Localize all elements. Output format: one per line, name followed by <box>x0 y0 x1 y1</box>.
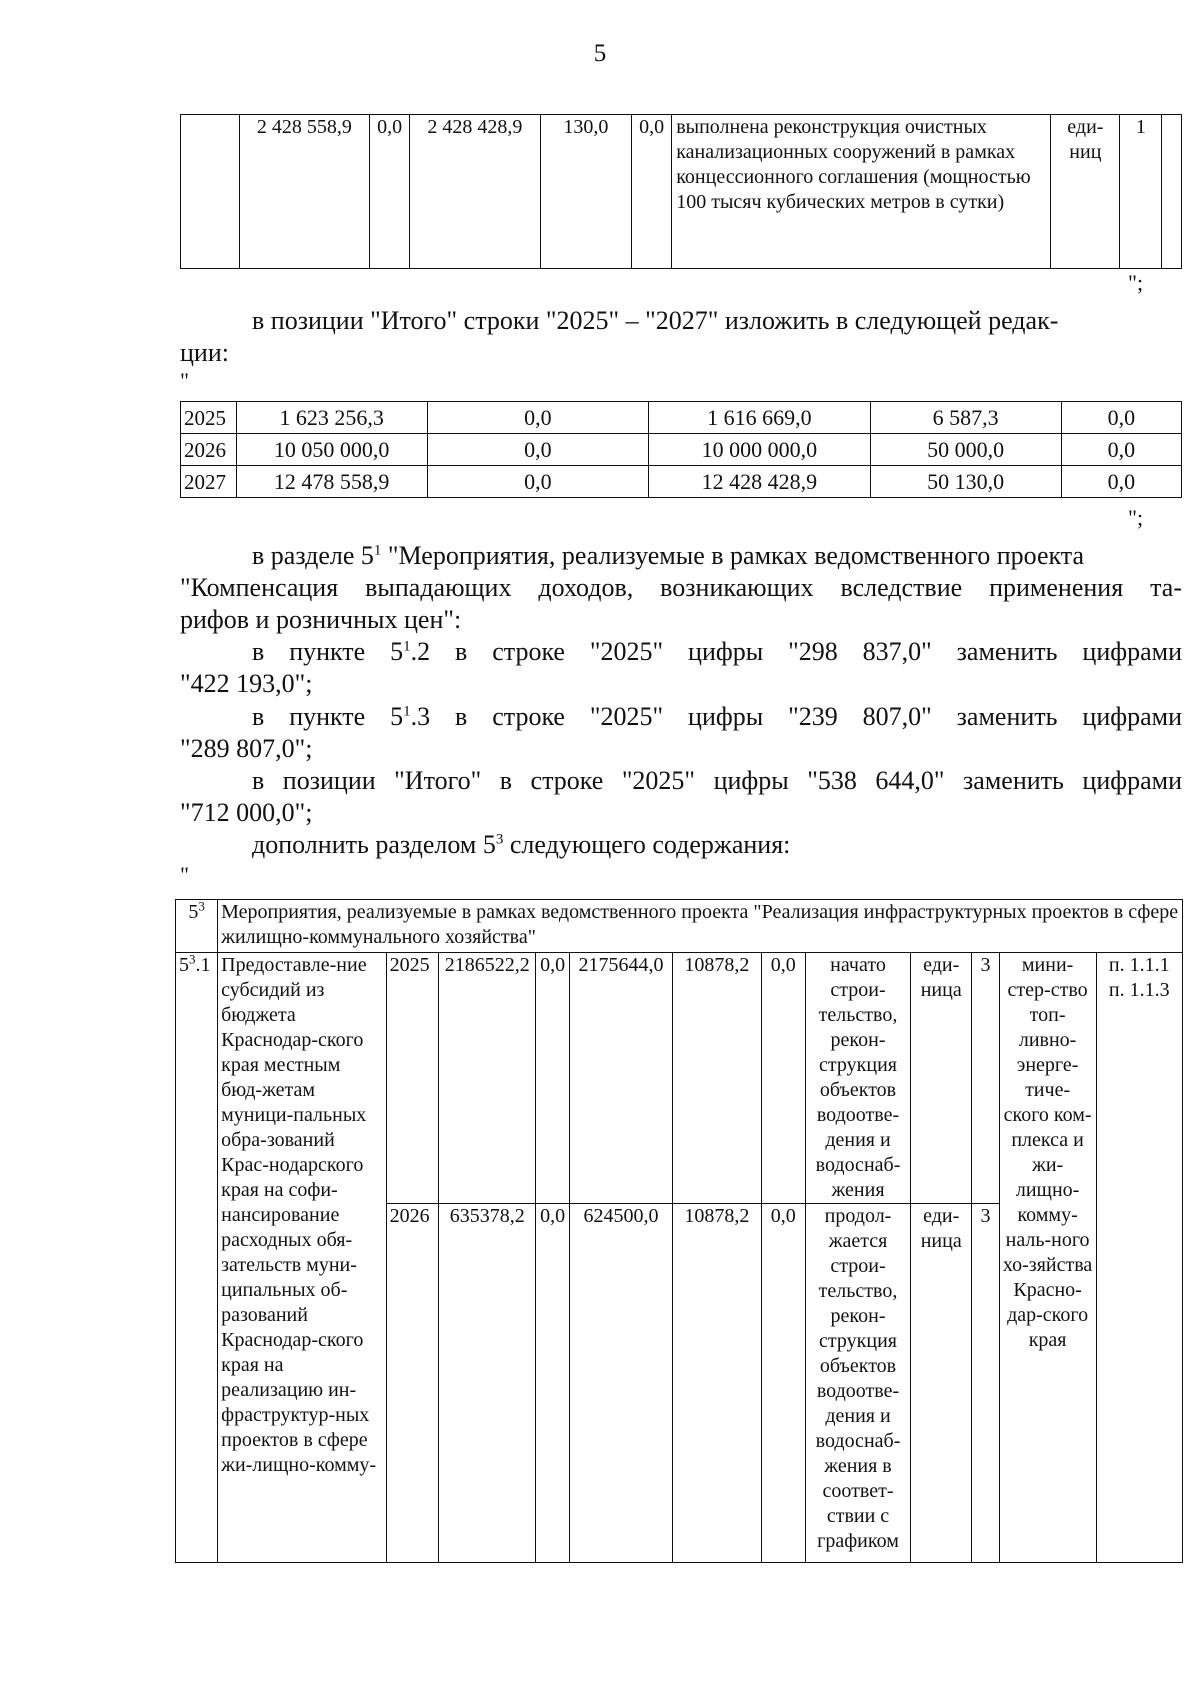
text-fragment: 5 <box>188 901 199 923</box>
text-fragment: следующего содержания: <box>503 830 791 859</box>
executor-cell: мини-стер-ство топ-ливно-энерге-тиче-ского ком-плекса и жи-лищно-комму-наль-ного хо-зяйства Красно-дар-ского края <box>999 953 1096 1563</box>
qty-cell: 3 <box>972 1204 999 1563</box>
paragraph-section-5-1 <box>252 540 1084 572</box>
ref-item: п. 1.1.3 <box>1108 979 1170 1001</box>
table-cell: 130,0 <box>540 115 631 269</box>
table-cell: 10878,2 <box>673 953 761 1204</box>
opening-quote: " <box>180 368 189 393</box>
table-cell: 50 130,0 <box>870 466 1061 498</box>
table-row <box>181 115 1182 269</box>
superscript: 1 <box>373 542 382 559</box>
table-row <box>181 402 1182 434</box>
text-fragment: дополнить разделом 5 <box>252 830 496 859</box>
table-cell: 0,0 <box>1061 402 1181 434</box>
paragraph-itogo-2025-cont: "712 000,0"; <box>180 798 313 827</box>
table-cell: 0,0 <box>536 953 570 1204</box>
table-cell: 0,0 <box>1061 466 1181 498</box>
paragraph-section-5-1-end: рифов и розничных цен": <box>180 605 462 634</box>
year-cell: 2026 <box>181 434 237 466</box>
superscript: 3 <box>198 898 205 914</box>
table-cell: 1 623 256,3 <box>236 402 427 434</box>
table-cell: 2 428 558,9 <box>239 115 370 269</box>
paragraph-section-5-1-cont: "Компенсация выпадающих доходов, возникающих вследствие применения та- <box>180 573 1182 602</box>
year-cell: 2027 <box>181 466 237 498</box>
text-fragment: "Мероприятия, реализуемые в рамках ведомственного проекта <box>381 541 1085 570</box>
unit-cell: еди-ница <box>911 953 972 1204</box>
closing-quote: "; <box>1128 505 1144 530</box>
text-fragment: .2 в строке "2025" цифры "298 837,0" заменить цифрами <box>410 637 1182 666</box>
paragraph-item-5-1-2 <box>252 636 1182 668</box>
table-row <box>181 466 1182 498</box>
ref-item: п. 1.1.1 <box>1108 954 1170 976</box>
year-cell: 2025 <box>181 402 237 434</box>
year-cell: 2025 <box>386 953 439 1204</box>
table-cell: 0,0 <box>427 434 648 466</box>
table-cell: 0,0 <box>427 466 648 498</box>
paragraph-add-section <box>252 829 790 861</box>
qty-cell: 3 <box>972 953 999 1204</box>
superscript: 1 <box>403 703 411 720</box>
refs-cell <box>1096 953 1182 1563</box>
text-fragment: в пункте 5 <box>252 637 404 666</box>
table-cell: 0,0 <box>761 1204 805 1563</box>
table-cell: 0,0 <box>427 402 648 434</box>
table-cell-unit: еди-ниц <box>1051 115 1120 269</box>
unit-cell: еди-ница <box>911 1204 972 1563</box>
superscript: 1 <box>403 638 411 655</box>
text-fragment: в разделе 5 <box>252 541 374 570</box>
year-cell: 2026 <box>386 1204 439 1563</box>
table-cell: 6 587,3 <box>870 402 1061 434</box>
paragraph-itogo: в позиции "Итого" строки "2025" – "2027" изложить в следующей редак- <box>252 306 1059 335</box>
table-cell <box>181 115 240 269</box>
table-totals <box>180 401 1182 498</box>
table-row <box>181 434 1182 466</box>
measure-description: Предоставле-ние субсидий из бюджета Краснодар-ского края местным бюд-жетам муници-пальных обра-зований Крас-нодарского края на софи-нансирование расходных обя-зательств муни-ципальных об-разований Краснодар-ского края на реализацию ин-фраструктур-ных проектов в сфере жи-лищно-комму- <box>218 953 387 1563</box>
table-cell: 12 428 428,9 <box>649 466 870 498</box>
paragraph-item-5-1-3 <box>252 701 1182 733</box>
paragraph-itogo-2025: в позиции "Итого" в строке "2025" цифры "538 644,0" заменить цифрами <box>252 766 1182 795</box>
page-number: 5 <box>593 40 607 67</box>
text-fragment: 5 <box>179 954 189 976</box>
text-fragment: .1 <box>195 954 211 976</box>
table-cell: 50 000,0 <box>870 434 1061 466</box>
row-number <box>176 953 218 1563</box>
paragraph-item-5-1-2-cont: "422 193,0"; <box>180 669 313 698</box>
text-fragment: .3 в строке "2025" цифры "239 807,0" заменить цифрами <box>410 702 1182 731</box>
table-cell: 0,0 <box>1061 434 1181 466</box>
table-continuation <box>180 114 1182 269</box>
table-cell <box>1162 115 1182 269</box>
table-cell: 2186522,2 <box>439 953 536 1204</box>
table-row <box>176 953 1183 1204</box>
superscript: 3 <box>495 831 504 848</box>
table-cell: 1 616 669,0 <box>649 402 870 434</box>
table-cell: 12 478 558,9 <box>236 466 427 498</box>
opening-quote: " <box>180 862 189 887</box>
paragraph-item-5-1-3-cont: "289 807,0"; <box>180 734 313 763</box>
table-cell: 0,0 <box>632 115 672 269</box>
table-cell: 0,0 <box>761 953 805 1204</box>
table-cell: 0,0 <box>536 1204 570 1563</box>
section-number <box>176 900 218 953</box>
closing-quote: "; <box>1128 270 1144 295</box>
table-cell-qty: 1 <box>1120 115 1162 269</box>
paragraph-itogo-cont: ции: <box>180 338 229 367</box>
table-cell: 0,0 <box>370 115 410 269</box>
superscript: 3 <box>189 951 196 967</box>
result-cell: начато строи-тельство, рекон-струкция объектов водоотве-дения и водоснаб-жения <box>805 953 910 1204</box>
table-cell: 624500,0 <box>569 1204 672 1563</box>
section-title: Мероприятия, реализуемые в рамках ведомственного проекта "Реализация инфраструктурных проектов в сфере жилищно-коммунального хозяйства" <box>218 900 1183 953</box>
table-cell: 10 050 000,0 <box>236 434 427 466</box>
table-cell: 10878,2 <box>673 1204 761 1563</box>
table-cell: 2 428 428,9 <box>410 115 541 269</box>
table-header-row <box>176 900 1183 953</box>
text-fragment: в пункте 5 <box>252 702 404 731</box>
table-section-5-3 <box>175 899 1183 1563</box>
table-cell: 10 000 000,0 <box>649 434 870 466</box>
result-cell: продол-жается строи-тельство, рекон-струкция объектов водоотве-дения и водоснаб-жения в соответ-ствии с графиком <box>805 1204 910 1563</box>
table-cell: 2175644,0 <box>569 953 672 1204</box>
table-cell-result: выполнена реконструкция очистных канализационных сооружений в рамках концессионного соглашения (мощностью 100 тысяч кубических метров в сутки) <box>672 115 1051 269</box>
table-cell: 635378,2 <box>439 1204 536 1563</box>
